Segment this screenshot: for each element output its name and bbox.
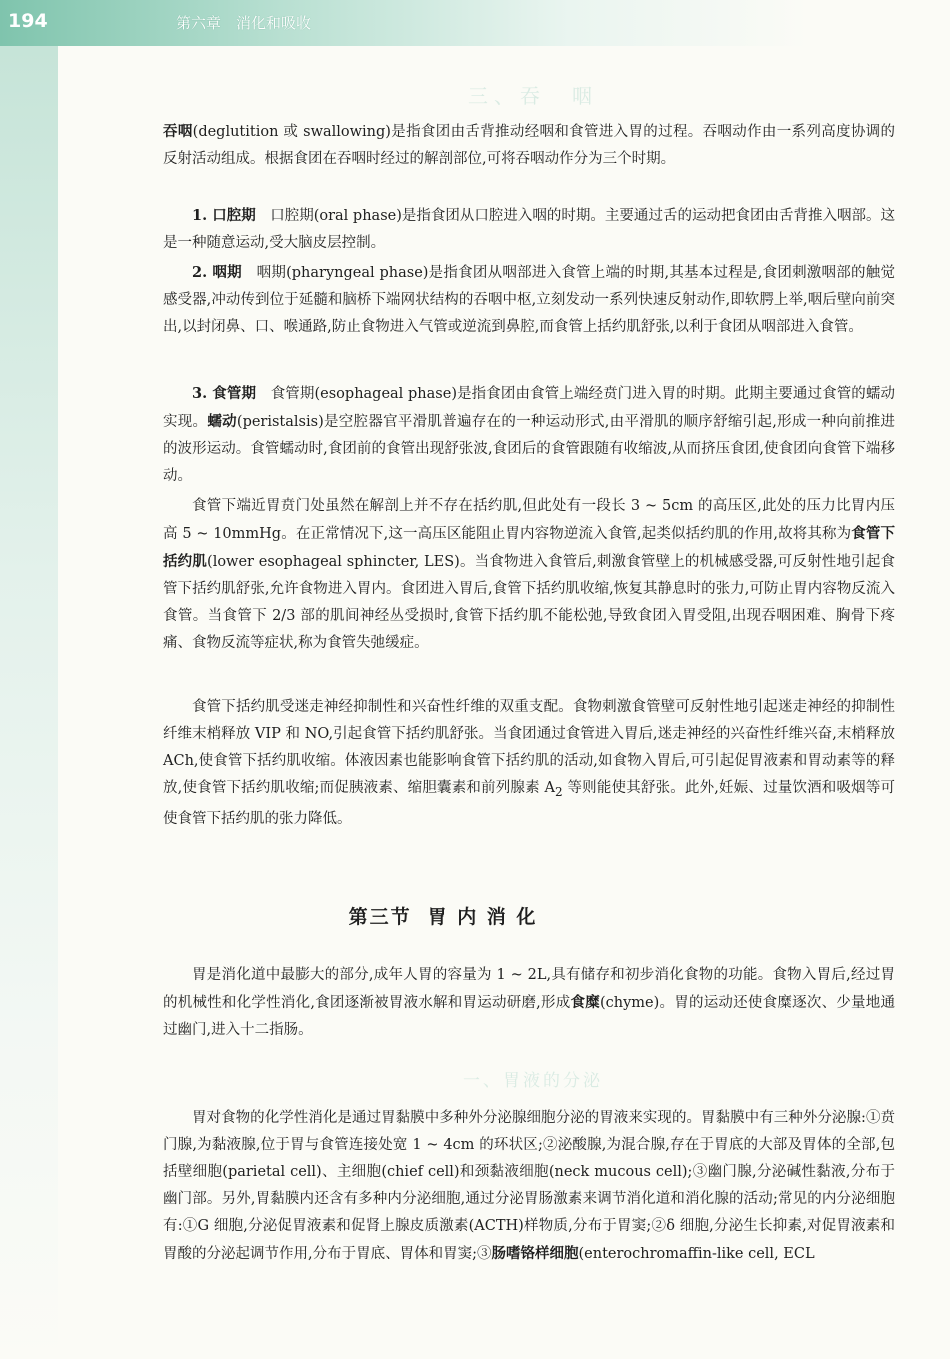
paragraph-lower-esophageal-sphincter xyxy=(163,493,895,657)
paragraph-les-innervation xyxy=(163,694,895,833)
paragraph-swallowing-intro xyxy=(163,118,895,173)
paragraph-text: 胃是消化道中最膨大的部分,成年人胃的容量为 1 ~ 2L,具有储存和初步消化食物的功能。食物入胃后,经过胃的机械性和化学性消化,食团逐渐被胃液水解和胃运动研磨,形成 xyxy=(163,967,895,1011)
term-les: 食管下括约肌 xyxy=(163,525,896,570)
paragraph-text: 食管期(esophageal phase)是指食团由食管上端经贲门进入胃的时期。此期主要通过食管的蠕动实现。 xyxy=(163,386,895,430)
paragraph-esophageal-phase xyxy=(163,380,895,490)
sub-heading-gastric-secretion: 一、胃液的分泌 xyxy=(463,1071,603,1091)
term-peristalsis: 蠕动 xyxy=(207,413,237,430)
pharyngeal-phase-heading: 2. 咽期 xyxy=(192,264,242,281)
section-title xyxy=(163,902,723,929)
paragraph-stomach-intro xyxy=(163,962,895,1044)
section-heading-swallowing: 三、吞 咽 xyxy=(468,84,598,108)
esophageal-phase-heading: 3. 食管期 xyxy=(192,385,257,402)
paragraph-pharyngeal-phase xyxy=(163,259,895,341)
paragraph-text: 咽期(pharyngeal phase)是指食团从咽部进入食管上端的时期,其基本过程是,食团刺激咽部的触觉感受器,冲动传到位于延髓和脑桥下端网状结构的吞咽中枢,立刻发动一系列快速反射动作,即软腭上举,咽后壁向前突出,以封闭鼻、口、喉通路,防止食物进入气管或逆流到鼻腔,而食管上括约肌舒张,以利于食团从咽部进入食管。 xyxy=(163,265,895,335)
page-number: 194 xyxy=(8,10,48,32)
term-ecl-cell: 肠嗜铬样细胞 xyxy=(491,1245,579,1262)
paragraph-gastric-glands xyxy=(163,1105,895,1268)
paragraph-text: 口腔期(oral phase)是指食团从口腔进入咽的时期。主要通过舌的运动把食团由舌背推入咽部。这是一种随意运动,受大脑皮层控制。 xyxy=(163,208,895,251)
paragraph-text: (lower esophageal sphincter, LES)。当食物进入食管后,刺激食管壁上的机械感受器,可反射性地引起食管下括约肌舒张,允许食物进入胃内。食团进入胃后,食管下括约肌收缩,恢复其静息时的张力,可防止胃内容物反流入食管。当食管下 2/3 部的肌间神经丛受损时,食管下括约肌不能松弛,导致食团入胃受阻,出现吞咽困难、胸骨下疼痛、食物反流等症状,称为食管失弛缓症。 xyxy=(163,554,895,651)
chapter-title: 第六章 消化和吸收 xyxy=(176,14,312,32)
section-number: 第三节 xyxy=(348,906,412,928)
paragraph-text: (peristalsis)是空腔器官平滑肌普遍存在的一种运动形式,由平滑肌的顺序舒缩引起,形成一种向前推进的波形运动。食管蠕动时,食团前的食管出现舒张波,食团后的食管跟随有收缩波,从而挤压食团,使食团向食管下端移动。 xyxy=(163,414,896,484)
decorative-margin-strip xyxy=(0,46,58,1359)
paragraph-oral-phase xyxy=(163,202,895,257)
paragraph-text: 胃对食物的化学性消化是通过胃黏膜中多种外分泌腺细胞分泌的胃液来实现的。胃黏膜中有三种外分泌腺:①贲门腺,为黏液腺,位于胃与食管连接处宽 1 ~ 4cm 的环状区;②泌酸腺,为混合腺,存在于胃底的大部及胃体的全部,包括壁细胞(parietal cell)、主细胞(chief cell)和颈黏液细胞(neck mucous cell);③幽门腺,分泌碱性黏液,分布于幽门部。另外,胃黏膜内还含有多种内分泌细胞,通过分泌胃肠激素来调节消化道和消化腺的活动;常见的内分泌细胞有:①G 细胞,分泌促胃液素和促肾上腺皮质激素(ACTH)样物质,分布于胃窦;②δ 细胞,分泌生长抑素,对促胃液素和胃酸的分泌起调节作用,分布于胃底、胃体和胃窦;③ xyxy=(163,1110,895,1262)
subscript: 2 xyxy=(555,784,563,799)
term-chyme: 食糜 xyxy=(570,994,600,1011)
paragraph-text: 食管下端近胃贲门处虽然在解剖上并不存在括约肌,但此处有一段长 3 ~ 5cm 的高压区,此处的压力比胃内压高 5 ~ 10mmHg。在正常情况下,这一高压区能阻止胃内容物逆流入食管,起类似括约肌的作用,故将其称为 xyxy=(163,498,895,542)
term-swallowing: 吞咽 xyxy=(163,123,193,140)
section-name: 胃 内 消 化 xyxy=(427,906,538,928)
paragraph-text: (deglutition 或 swallowing)是指食团由舌背推动经咽和食管进入胃的过程。吞咽动作由一系列高度协调的反射活动组成。根据食团在吞咽时经过的解剖部位,可将吞咽动作分为三个时期。 xyxy=(163,124,895,167)
header-band xyxy=(0,0,950,46)
paragraph-text: 等则能使其舒张。此外,妊娠、过量饮酒和吸烟等可使食管下括约肌的张力降低。 xyxy=(163,780,896,827)
paragraph-text: (enterochromaffin-like cell, ECL xyxy=(578,1246,815,1262)
oral-phase-heading: 1. 口腔期 xyxy=(192,207,256,224)
paragraph-text: (chyme)。胃的运动还使食糜逐次、少量地通过幽门,进入十二指肠。 xyxy=(163,995,896,1038)
paragraph-text: 食管下括约肌受迷走神经抑制性和兴奋性纤维的双重支配。食物刺激食管壁可反射性地引起迷走神经的抑制性纤维末梢释放 VIP 和 NO,引起食管下括约肌舒张。当食团通过食管进入胃后,迷走神经的兴奋性纤维兴奋,末梢释放 ACh,使食管下括约肌收缩。体液因素也能影响食管下括约肌的活动,如食物入胃后,可引起促胃液素和胃动素等的释放,使食管下括约肌收缩;而促胰液素、缩胆囊素和前列腺素 A xyxy=(163,699,895,796)
